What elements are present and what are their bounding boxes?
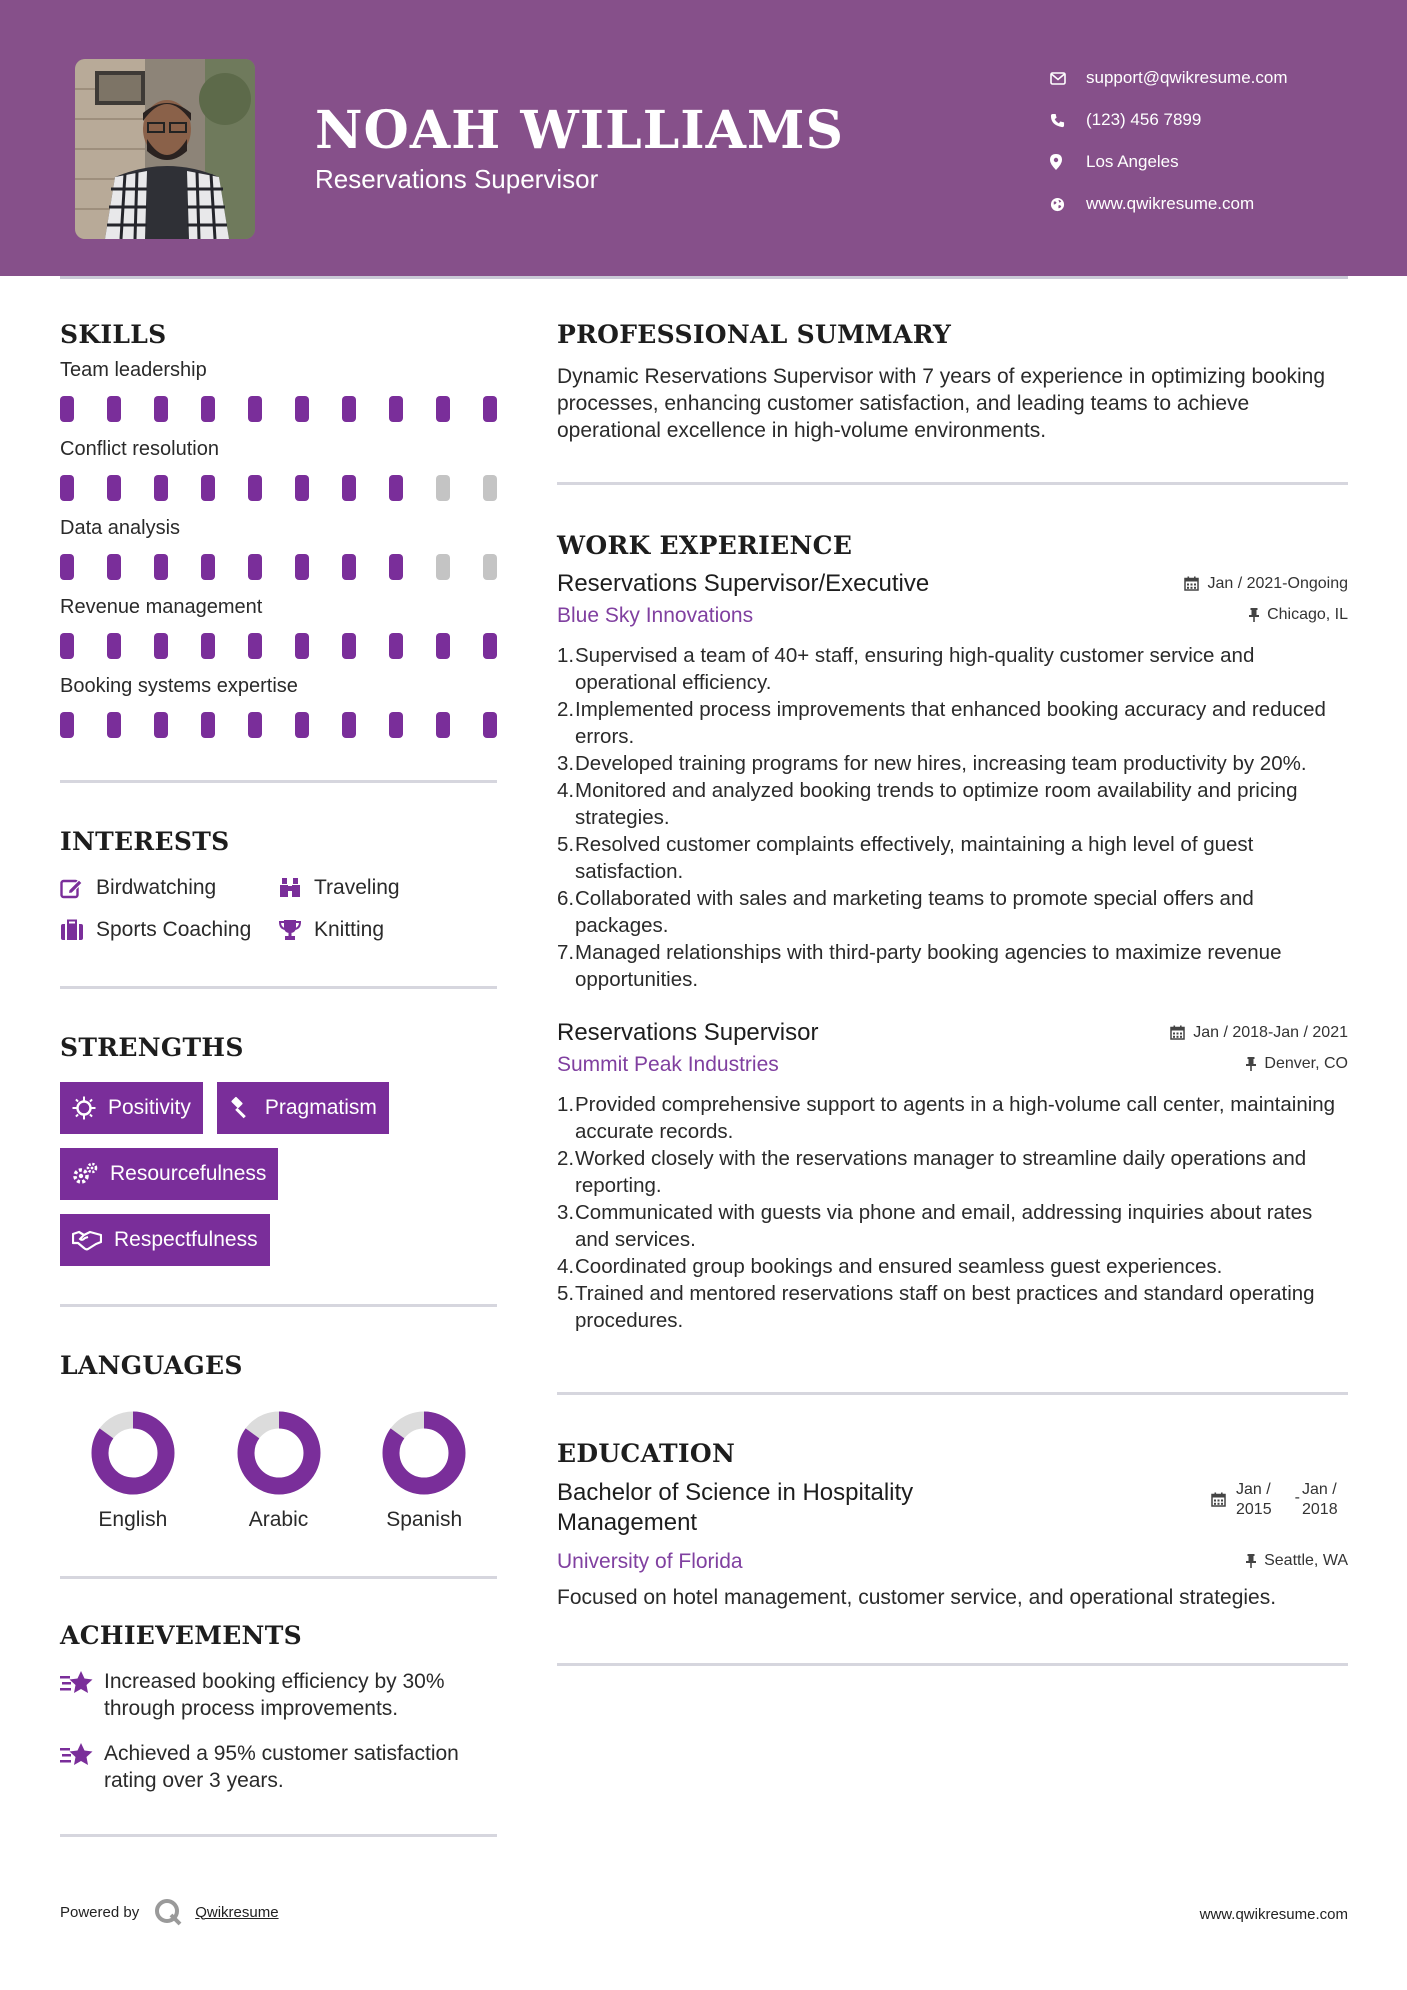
skill-dot-filled bbox=[201, 475, 215, 501]
interest-item bbox=[278, 876, 498, 900]
briefcase-icon bbox=[60, 919, 96, 941]
education-entry bbox=[557, 1478, 1348, 1611]
skill-dot-empty bbox=[483, 475, 497, 501]
job-bullet: 1. Provided comprehensive support to agents in a high-volume call center, maintaining accurate records. bbox=[557, 1093, 1336, 1143]
job-dates-text: Jan / 2018-Jan / 2021 bbox=[1193, 1023, 1348, 1041]
education-description: Focused on hotel management, customer service, and operational strategies. bbox=[557, 1586, 1277, 1609]
skill-item bbox=[60, 359, 497, 422]
section-divider bbox=[60, 1576, 497, 1579]
date-separator: - bbox=[1294, 1489, 1300, 1506]
shooting-star-icon bbox=[60, 1740, 104, 1794]
skill-dot-empty bbox=[483, 554, 497, 580]
job-title: Reservations Supervisor/Executive bbox=[557, 570, 930, 597]
strength-label: Positivity bbox=[108, 1096, 191, 1119]
skill-dot-empty bbox=[436, 475, 450, 501]
envelope-icon bbox=[1050, 72, 1086, 85]
skill-dot-filled bbox=[295, 396, 309, 422]
skill-dot-filled bbox=[248, 396, 262, 422]
skill-dot-empty bbox=[436, 554, 450, 580]
contact-phone-text: (123) 456 7899 bbox=[1086, 110, 1202, 129]
contact-website-text: www.qwikresume.com bbox=[1086, 194, 1255, 213]
calendar-icon bbox=[1211, 1492, 1226, 1512]
language-name: Arabic bbox=[248, 1508, 309, 1531]
contact-website[interactable] bbox=[1050, 183, 1370, 225]
job-location-text: Chicago, IL bbox=[1267, 606, 1348, 623]
education-heading: EDUCATION bbox=[557, 1439, 736, 1468]
section-divider bbox=[60, 986, 497, 989]
language-name: English bbox=[98, 1508, 168, 1531]
powered-by-label: Powered by bbox=[60, 1903, 140, 1921]
handshake-icon bbox=[72, 1229, 102, 1251]
skill-item bbox=[60, 675, 497, 738]
skill-dot-filled bbox=[295, 712, 309, 738]
language-donut bbox=[88, 1408, 178, 1498]
skill-dot-filled bbox=[295, 633, 309, 659]
skill-dot-filled bbox=[483, 396, 497, 422]
interests-list bbox=[60, 876, 497, 942]
qwikresume-link[interactable]: Qwikresume bbox=[195, 1903, 279, 1921]
job-entry bbox=[557, 1019, 1348, 1334]
skill-dot-filled bbox=[389, 475, 403, 501]
job-location bbox=[1249, 606, 1348, 624]
phone-icon bbox=[1050, 113, 1086, 128]
skill-dot-filled bbox=[436, 633, 450, 659]
sun-icon bbox=[72, 1096, 96, 1120]
skill-dot-filled bbox=[389, 396, 403, 422]
pushpin-icon bbox=[1249, 608, 1259, 622]
education-subheader bbox=[557, 1550, 1348, 1574]
education-header bbox=[557, 1478, 1348, 1538]
candidate-title: Reservations Supervisor bbox=[315, 164, 599, 194]
company-name: Summit Peak Industries bbox=[557, 1053, 779, 1076]
pushpin-icon bbox=[1246, 1554, 1256, 1568]
achievements-list bbox=[60, 1668, 497, 1794]
company-name: Blue Sky Innovations bbox=[557, 604, 754, 627]
skill-item bbox=[60, 438, 497, 501]
education-end-date: Jan / 2018 bbox=[1302, 1481, 1338, 1518]
skill-dot-filled bbox=[201, 554, 215, 580]
skill-dot-filled bbox=[389, 712, 403, 738]
skill-dot-filled bbox=[389, 633, 403, 659]
summary-heading: PROFESSIONAL SUMMARY bbox=[557, 320, 952, 349]
interests-heading: INTERESTS bbox=[60, 827, 230, 856]
interest-label: Birdwatching bbox=[96, 876, 217, 899]
skill-dot-filled bbox=[154, 633, 168, 659]
job-subheader bbox=[557, 604, 1348, 628]
skill-dot-filled bbox=[436, 712, 450, 738]
education-location-text: Seattle, WA bbox=[1264, 1552, 1348, 1569]
footer-powered-by bbox=[60, 1897, 279, 1927]
achievement-text: Achieved a 95% customer satisfaction rating over 3 years. bbox=[104, 1742, 459, 1792]
skill-dot-filled bbox=[342, 712, 356, 738]
job-bullet: 4. Monitored and analyzed booking trends to optimize room availability and pricing strategies. bbox=[557, 779, 1298, 829]
skill-dot-filled bbox=[389, 554, 403, 580]
skill-dot-filled bbox=[201, 633, 215, 659]
contact-list bbox=[1050, 57, 1370, 225]
contact-location bbox=[1050, 141, 1370, 183]
job-header bbox=[557, 1019, 1348, 1047]
achievements-heading: ACHIEVEMENTS bbox=[60, 1621, 302, 1650]
job-bullet: 7. Managed relationships with third-party booking agencies to maximize revenue opportunities. bbox=[557, 941, 1282, 991]
shooting-star-icon bbox=[60, 1668, 104, 1722]
job-bullet: 5. Trained and mentored reservations staff on best practices and standard operating procedures. bbox=[557, 1282, 1315, 1332]
job-bullet: 2. Implemented process improvements that enhanced booking accuracy and reduced errors. bbox=[557, 698, 1326, 748]
skill-dot-filled bbox=[107, 396, 121, 422]
strength-label: Respectfulness bbox=[114, 1228, 258, 1251]
pushpin-icon bbox=[1246, 1057, 1256, 1071]
languages-heading: LANGUAGES bbox=[60, 1351, 243, 1380]
language-item bbox=[206, 1408, 352, 1532]
binoculars-icon bbox=[278, 877, 314, 899]
job-location-text: Denver, CO bbox=[1264, 1055, 1348, 1072]
section-divider bbox=[60, 780, 497, 783]
job-bullet: 2. Worked closely with the reservations manager to streamline daily operations and reporting. bbox=[557, 1147, 1307, 1197]
language-item bbox=[351, 1408, 497, 1532]
skill-dot-filled bbox=[154, 475, 168, 501]
skill-dot-filled bbox=[248, 554, 262, 580]
skill-dot-filled bbox=[295, 554, 309, 580]
job-bullet: 6. Collaborated with sales and marketing teams to promote special offers and packages. bbox=[557, 887, 1254, 937]
calendar-icon bbox=[1184, 576, 1199, 591]
achievement-item bbox=[60, 1740, 497, 1794]
job-bullets bbox=[557, 642, 1348, 993]
interest-item bbox=[60, 876, 278, 900]
header-divider bbox=[60, 276, 1348, 279]
job-bullet: 5. Resolved customer complaints effectively, maintaining a high level of guest satisfaction. bbox=[557, 833, 1254, 883]
strengths-list bbox=[60, 1082, 500, 1266]
skill-rating bbox=[60, 712, 497, 738]
qwikresume-logo-icon bbox=[153, 1897, 183, 1927]
skill-dot-filled bbox=[201, 396, 215, 422]
job-dates bbox=[1184, 575, 1348, 593]
skill-rating bbox=[60, 633, 497, 659]
skill-name: Conflict resolution bbox=[60, 438, 219, 460]
map-pin-icon bbox=[1050, 154, 1086, 170]
language-item bbox=[60, 1408, 206, 1532]
job-subheader bbox=[557, 1053, 1348, 1077]
profile-photo-image bbox=[75, 59, 255, 239]
achievement-text: Increased booking efficiency by 30% through process improvements. bbox=[104, 1670, 445, 1720]
skill-dot-filled bbox=[154, 396, 168, 422]
language-donut bbox=[234, 1408, 324, 1498]
skill-dot-filled bbox=[107, 475, 121, 501]
job-title: Reservations Supervisor bbox=[557, 1019, 819, 1046]
globe-icon bbox=[1050, 197, 1086, 212]
skill-dot-filled bbox=[107, 712, 121, 738]
job-bullets bbox=[557, 1091, 1348, 1334]
edit-icon bbox=[60, 877, 96, 899]
skill-name: Booking systems expertise bbox=[60, 675, 298, 697]
calendar-icon bbox=[1170, 1025, 1185, 1040]
skill-dot-filled bbox=[60, 475, 74, 501]
skill-rating bbox=[60, 554, 497, 580]
education-location bbox=[1246, 1552, 1348, 1570]
skill-dot-filled bbox=[154, 712, 168, 738]
summary-text: Dynamic Reservations Supervisor with 7 years of experience in optimizing booking processes, enhancing customer satisfaction, and leading teams to achieve operational excellence in high-volume environments. bbox=[557, 365, 1326, 442]
strength-chip bbox=[217, 1082, 389, 1134]
strength-chip bbox=[60, 1148, 278, 1200]
skill-dot-filled bbox=[483, 712, 497, 738]
experience-heading: WORK EXPERIENCE bbox=[557, 531, 853, 560]
languages-list bbox=[60, 1408, 497, 1532]
education-dates bbox=[1211, 1480, 1348, 1520]
job-bullet: 3. Communicated with guests via phone and email, addressing inquiries about rates and services. bbox=[557, 1201, 1313, 1251]
interest-label: Traveling bbox=[314, 876, 400, 899]
skill-dot-filled bbox=[107, 633, 121, 659]
left-column bbox=[60, 320, 497, 1837]
contact-location-text: Los Angeles bbox=[1086, 152, 1179, 171]
skill-item bbox=[60, 596, 497, 659]
skill-dot-filled bbox=[295, 475, 309, 501]
skill-dot-filled bbox=[60, 396, 74, 422]
right-column bbox=[557, 320, 1348, 1666]
skill-dot-filled bbox=[60, 633, 74, 659]
skill-dot-filled bbox=[60, 554, 74, 580]
footer-website[interactable]: www.qwikresume.com bbox=[1199, 1906, 1348, 1923]
strengths-heading: STRENGTHS bbox=[60, 1033, 244, 1062]
skill-name: Data analysis bbox=[60, 517, 181, 539]
contact-email[interactable] bbox=[1050, 57, 1370, 99]
skill-rating bbox=[60, 475, 497, 501]
skill-dot-filled bbox=[248, 475, 262, 501]
interest-item bbox=[278, 918, 498, 942]
section-divider bbox=[60, 1304, 497, 1307]
gavel-icon bbox=[229, 1096, 253, 1120]
contact-email-text: support@qwikresume.com bbox=[1086, 68, 1288, 87]
strength-chip bbox=[60, 1082, 203, 1134]
job-dates bbox=[1170, 1024, 1348, 1042]
resume-header bbox=[0, 0, 1407, 276]
skill-dot-filled bbox=[248, 712, 262, 738]
job-entry bbox=[557, 570, 1348, 993]
skill-dot-filled bbox=[483, 633, 497, 659]
skill-name: Team leadership bbox=[60, 359, 207, 381]
job-header bbox=[557, 570, 1348, 598]
skill-dot-filled bbox=[248, 633, 262, 659]
strength-label: Pragmatism bbox=[264, 1096, 377, 1119]
skills-heading: SKILLS bbox=[60, 320, 167, 349]
skills-list bbox=[60, 359, 497, 738]
strength-label: Resourcefulness bbox=[110, 1162, 267, 1185]
strength-chip bbox=[60, 1214, 270, 1266]
skill-dot-filled bbox=[154, 554, 168, 580]
school-name: University of Florida bbox=[557, 1550, 743, 1573]
interest-label: Knitting bbox=[314, 918, 385, 941]
achievement-item bbox=[60, 1668, 497, 1722]
language-name: Spanish bbox=[386, 1508, 463, 1531]
job-bullet: 3. Developed training programs for new hires, increasing team productivity by 20%. bbox=[557, 752, 1307, 775]
section-divider bbox=[557, 482, 1348, 485]
job-bullet: 1. Supervised a team of 40+ staff, ensuring high-quality customer service and operational efficiency. bbox=[557, 644, 1255, 694]
degree-name: Bachelor of Science in Hospitality Management bbox=[557, 1479, 914, 1536]
job-location bbox=[1246, 1055, 1348, 1073]
job-dates-text: Jan / 2021-Ongoing bbox=[1207, 574, 1348, 592]
profile-photo bbox=[75, 59, 255, 239]
skill-dot-filled bbox=[342, 396, 356, 422]
skill-dot-filled bbox=[342, 633, 356, 659]
job-bullet: 4. Coordinated group bookings and ensured seamless guest experiences. bbox=[557, 1255, 1223, 1278]
trophy-icon bbox=[278, 919, 314, 941]
candidate-name: NOAH WILLIAMS bbox=[315, 100, 845, 161]
gears-icon bbox=[72, 1162, 98, 1186]
section-divider bbox=[557, 1392, 1348, 1395]
section-divider bbox=[557, 1663, 1348, 1666]
skill-dot-filled bbox=[60, 712, 74, 738]
education-start-date: Jan / 2015 bbox=[1236, 1481, 1272, 1518]
skill-name: Revenue management bbox=[60, 596, 263, 618]
interest-item bbox=[60, 918, 278, 942]
skill-rating bbox=[60, 396, 497, 422]
section-divider bbox=[60, 1834, 497, 1837]
contact-phone[interactable] bbox=[1050, 99, 1370, 141]
skill-dot-filled bbox=[201, 712, 215, 738]
skill-item bbox=[60, 517, 497, 580]
skill-dot-filled bbox=[342, 554, 356, 580]
language-donut bbox=[379, 1408, 469, 1498]
interest-label: Sports Coaching bbox=[96, 918, 252, 941]
skill-dot-filled bbox=[436, 396, 450, 422]
skill-dot-filled bbox=[342, 475, 356, 501]
skill-dot-filled bbox=[107, 554, 121, 580]
